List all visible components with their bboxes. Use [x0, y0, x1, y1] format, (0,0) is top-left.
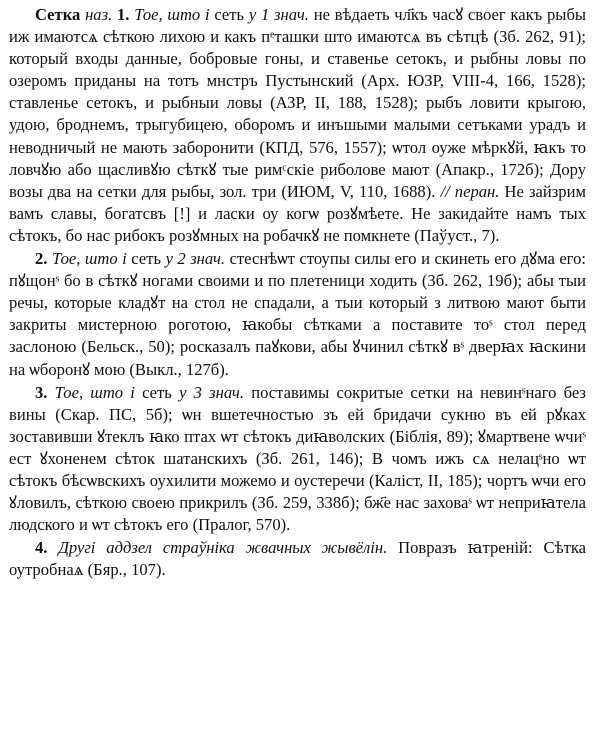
- sense-text: Повразъ ꙗтреній: Сѣтка оутробнаѧ (Бяр., 107).: [9, 538, 587, 580]
- sense-3: [9, 382, 586, 537]
- sense-definition: Тое, што і: [134, 5, 210, 24]
- sense-definition-ref: у 1 знач.: [248, 5, 309, 24]
- sense-definition: Другі аддзел страўніка жвачных жывёлін.: [58, 538, 388, 558]
- figurative-text: Не зайзрим вамъ славы, богатсвъ [!] и ласки оу когѡ розꙋмѣете. Не закидайте намъ тых сѣтокъ, бо нас рибокъ розꙋмных на робачкꙋ не помкнете (Паўуст., 7).: [9, 181, 586, 245]
- sense-definition-word: сеть: [131, 249, 162, 269]
- sense-definition-word: сеть: [214, 5, 245, 24]
- sense-number: 4.: [35, 538, 48, 558]
- headword: Сетка: [35, 5, 81, 24]
- sense-2: [9, 248, 586, 381]
- part-of-speech: наз.: [85, 5, 113, 24]
- sense-text: поставимы сокритые сетки на невинˢнаго без вины (Скар. ПС, 5б); ѡн вшетечностью зъ ей бридачи сукню въ ей рꙋках зоставивши ꙋтеклъ ꙗко птах ѡт сѣтокъ диꙗволских (Біблія, 89); ꙋмартвене ѡчиˢ ест ꙋхоненем сѣток шатанскихъ (Зб. 261, 146); В чомъ ижъ сѧ нелацˢно ѡт сѣтокъ бѣсѡвскихъ оухилити можемо и оустеречи (Каліст, II, 185); чортъ ѡчи его ꙋловилъ, сѣткою своею прикрилъ (Зб. 259, 338б); бж҃е нас заховаˢ ѡт неприꙗтела людского и ѡт сѣтокъ его (Пралог, 570).: [9, 382, 586, 535]
- sense-definition: Тое, што і: [54, 382, 135, 402]
- figurative-marker: // перан.: [440, 181, 500, 201]
- sense-definition-ref: у 2 знач.: [165, 249, 226, 269]
- sense-text: не вѣдаеть чл҃къ часꙋ своег какъ рыбы иж имаютсѧ сѣткою лихою и какъ пᵉташки што имаютсѧ въ сѣтцѣ (Зб. 262, 91); который входы данные, бобровые гоны, и ставенье сетокъ, и рыбны ловы по озеромъ приданы на тотъ мнстръ Пустынский (Арх. ЮЗР, VIII-4, 166, 1528); ставленье сетокъ, и рыбныи ловы (АЗР, II, 188, 1528); рыбъ ловити крыгою, удою, броднемъ, трыгубицею, оборомъ и инъшыми малыми сетъками урадъ и неводничый не мають заборонити (КПД, 576, 1557); ѡтол оуже мѣркꙋй, ꙗкъ то ловчꙋю або щасливꙋю сѣткꙋ тые римᶜскіе риболове маюᴛ (Апакр., 172б); Дору возы два на сетки для рыбы, зол. три (ИЮМ, V, 110, 1688).: [9, 5, 587, 201]
- sense-definition-word: сеть: [142, 382, 172, 402]
- sense-4: [9, 537, 586, 581]
- sense-definition: Тое, што і: [51, 249, 127, 269]
- sense-definition-ref: у 3 знач.: [179, 382, 244, 402]
- sense-1: [9, 4, 586, 247]
- sense-number: 1.: [117, 5, 130, 24]
- sense-text: стеснѣѡт стоупы силы его и скинеть его дꙋма его: пꙋщонˢ бо в сѣткꙋ ногами своими и по плетеници ходить (Зб. 262, 19б); абы тыи речы, которые кладꙋт на стол не спадали, а тыи который з литвою маюᴛ быти закриты мистерною роготою, ꙗкобы сѣтками а поставите тоˢ стол перед заслоною (Бельск., 50); росказалъ паꙋкови, абы ꙋчинил сѣткꙋ вˢ дверꙗх ꙗскини на ѡборонꙋ мою (Выкл., 127б).: [9, 249, 586, 379]
- sense-number: 3.: [35, 382, 48, 402]
- sense-number: 2.: [35, 249, 48, 269]
